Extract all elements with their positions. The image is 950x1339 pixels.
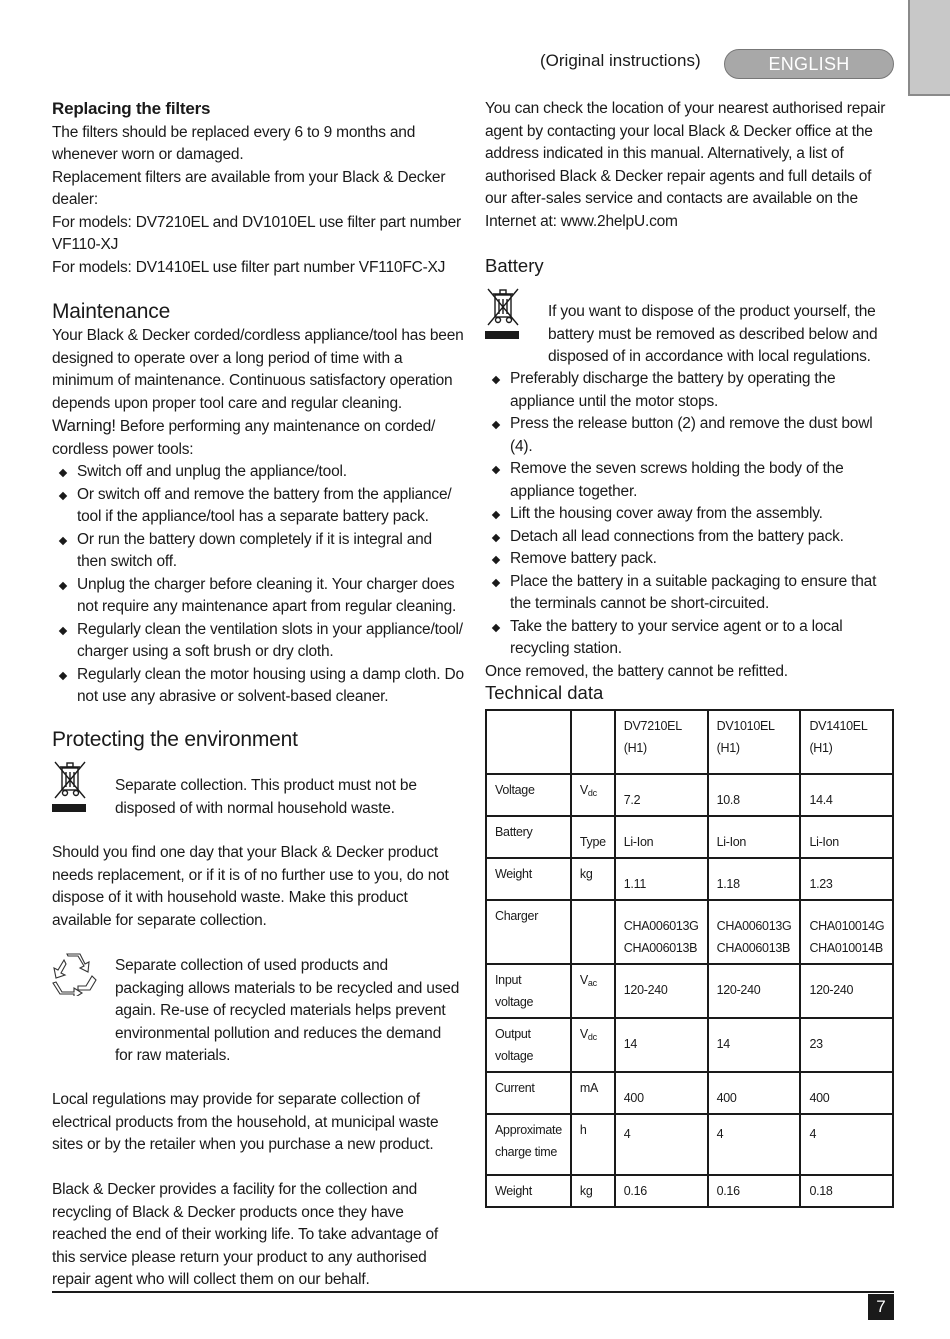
warning-label: Warning! — [52, 417, 116, 435]
list-item: Detach all lead connections from the battery pack. — [485, 526, 895, 549]
diamond-bullet-icon — [492, 556, 500, 564]
diamond-bullet-icon — [492, 511, 500, 519]
battery-title: Battery — [485, 255, 544, 276]
diamond-bullet-icon — [492, 623, 500, 631]
environment-paragraph-3: Black & Decker provides a facility for the collection and recycling of Black & Decker products once they have reached the end of their working life. To take advantage of this service please return your product to any authorised repair agent who will collect them on our behalf. — [52, 1181, 439, 1288]
diamond-bullet-icon — [59, 581, 67, 589]
maintenance-warning — [52, 415, 464, 461]
page-number: 7 — [868, 1294, 894, 1320]
technical-data-title: Technical data — [485, 682, 604, 703]
list-item: Regularly clean the motor housing using a damp cloth. Do not use any abrasive or solvent-based cleaner. — [52, 664, 464, 709]
list-item: Or run the battery down completely if it is integral and then switch off. — [52, 529, 464, 574]
list-item: Remove the seven screws holding the body of the appliance together. — [485, 458, 895, 503]
battery-outro: Once removed, the battery cannot be refitted. — [485, 662, 788, 680]
filters-paragraph-4: For models: DV1410EL use filter part number VF110FC-XJ — [52, 258, 446, 276]
table-row: Output voltage $V_{dc}$ 14 14 23 — [486, 1018, 893, 1072]
table-header-row — [486, 710, 893, 774]
original-instructions-label: (Original instructions) — [540, 51, 701, 70]
table-row: Input voltage $V_{ac}$ 120-240 120-240 120-240 — [486, 964, 893, 1018]
diamond-bullet-icon — [492, 466, 500, 474]
environment-title: Protecting the environment — [52, 728, 298, 751]
environment-paragraph-1: Should you find one day that your Black & Decker product needs replacement, or if it is of no further use to you, do not dispose of it with household waste. Make this product available for separate collection. — [52, 844, 449, 929]
list-item: Unplug the charger before cleaning it. Your charger does not require any maintenance apart from regular cleaning. — [52, 574, 464, 619]
maintenance-title: Maintenance — [52, 300, 171, 323]
list-item: Switch off and unplug the appliance/tool. — [52, 461, 464, 484]
crossed-out-wheeled-bin-icon — [485, 285, 521, 341]
edge-tab — [908, 0, 950, 96]
diamond-bullet-icon — [492, 421, 500, 429]
warning-text: Before performing any maintenance on corded/ cordless power tools: — [52, 418, 436, 458]
diamond-bullet-icon — [59, 626, 67, 634]
table-row: Weight kg 1.11 1.18 1.23 — [486, 858, 893, 900]
maintenance-bullets — [52, 461, 464, 709]
list-item: Take the battery to your service agent or to a local recycling station. — [485, 616, 895, 661]
maintenance-paragraph: Your Black & Decker corded/cordless appliance/tool has been designed to operate over a long period of time with a minimum of maintenance. Continuous satisfactory operation depends upon proper tool care and regular cleaning. — [52, 327, 464, 412]
model-header: DV1010EL (H1) — [708, 710, 801, 774]
battery-steps — [485, 368, 895, 683]
table-row: Battery Type Li-Ion Li-Ion Li-Ion — [486, 816, 893, 858]
diamond-bullet-icon — [59, 536, 67, 544]
table-row: Weight kg 0.16 0.16 0.18 — [486, 1175, 893, 1207]
list-item: Lift the housing cover away from the assembly. — [485, 503, 895, 526]
technical-data-table — [485, 709, 894, 1208]
separate-collection-text: Separate collection. This product must not be disposed of with normal household waste. — [115, 777, 417, 817]
diamond-bullet-icon — [492, 376, 500, 384]
table-row: Charger CHA006013G CHA006013B CHA006013G CHA006013B CHA010014G CHA010014B — [486, 900, 893, 964]
diamond-bullet-icon — [492, 533, 500, 541]
list-item: Preferably discharge the battery by operating the appliance until the motor stops. — [485, 368, 895, 413]
maintenance-section — [52, 299, 464, 709]
language-badge: ENGLISH — [724, 49, 894, 79]
filters-paragraph-2: Replacement filters are available from your Black & Decker dealer: — [52, 168, 446, 208]
list-item: Press the release button (2) and remove the dust bowl (4). — [485, 413, 895, 458]
table-row: Current mA 400 400 400 — [486, 1072, 893, 1114]
filters-section — [52, 98, 462, 279]
diamond-bullet-icon — [59, 671, 67, 679]
model-header: DV1410EL (H1) — [800, 710, 893, 774]
list-item: Or switch off and remove the battery from the appliance/ tool if the appliance/tool has a separate battery pack. — [52, 484, 464, 529]
environment-paragraph-2: Local regulations may provide for separate collection of electrical products from the household, at municipal waste sites or by the retailer when you purchase a new product. — [52, 1091, 439, 1153]
crossed-out-wheeled-bin-icon — [52, 758, 88, 814]
recycling-arrows-icon — [50, 950, 98, 996]
list-item: Place the battery in a suitable packaging to ensure that the terminals cannot be short-circuited. — [485, 571, 895, 616]
service-paragraph: You can check the location of your nearest authorised repair agent by contacting your local Black & Decker office at the address indicated in this manual. Alternatively, a list of authorised Black & Decker repair agents and full details of our after-sales service and contacts are available on the Internet at: www.2helpU.com — [485, 100, 886, 230]
filters-paragraph-3: For models: DV7210EL and DV1010EL use filter part number VF110-XJ — [52, 213, 461, 253]
filters-title: Replacing the filters — [52, 99, 211, 118]
table-row: Voltage $V_{dc}$ 7.2 10.8 14.4 — [486, 774, 893, 816]
table-row: Approximate charge time h 4 4 4 — [486, 1114, 893, 1175]
list-item: Regularly clean the ventilation slots in your appliance/tool/ charger using a soft brush or dry cloth. — [52, 619, 464, 664]
filters-paragraph-1: The filters should be replaced every 6 to 9 months and whenever worn or damaged. — [52, 123, 416, 163]
model-header: DV7210EL (H1) — [615, 710, 708, 774]
footer-rule — [52, 1291, 894, 1293]
diamond-bullet-icon — [59, 469, 67, 477]
list-item: Remove battery pack. — [485, 548, 895, 571]
battery-intro: If you want to dispose of the product yourself, the battery must be removed as described below and disposed of in accordance with local regulations. — [548, 303, 878, 365]
diamond-bullet-icon — [492, 578, 500, 586]
recycle-text: Separate collection of used products and packaging allows materials to be recycled and used again. Re-use of recycled materials helps prevent environmental pollution and reduces the demand for raw materials. — [115, 957, 460, 1064]
diamond-bullet-icon — [59, 491, 67, 499]
